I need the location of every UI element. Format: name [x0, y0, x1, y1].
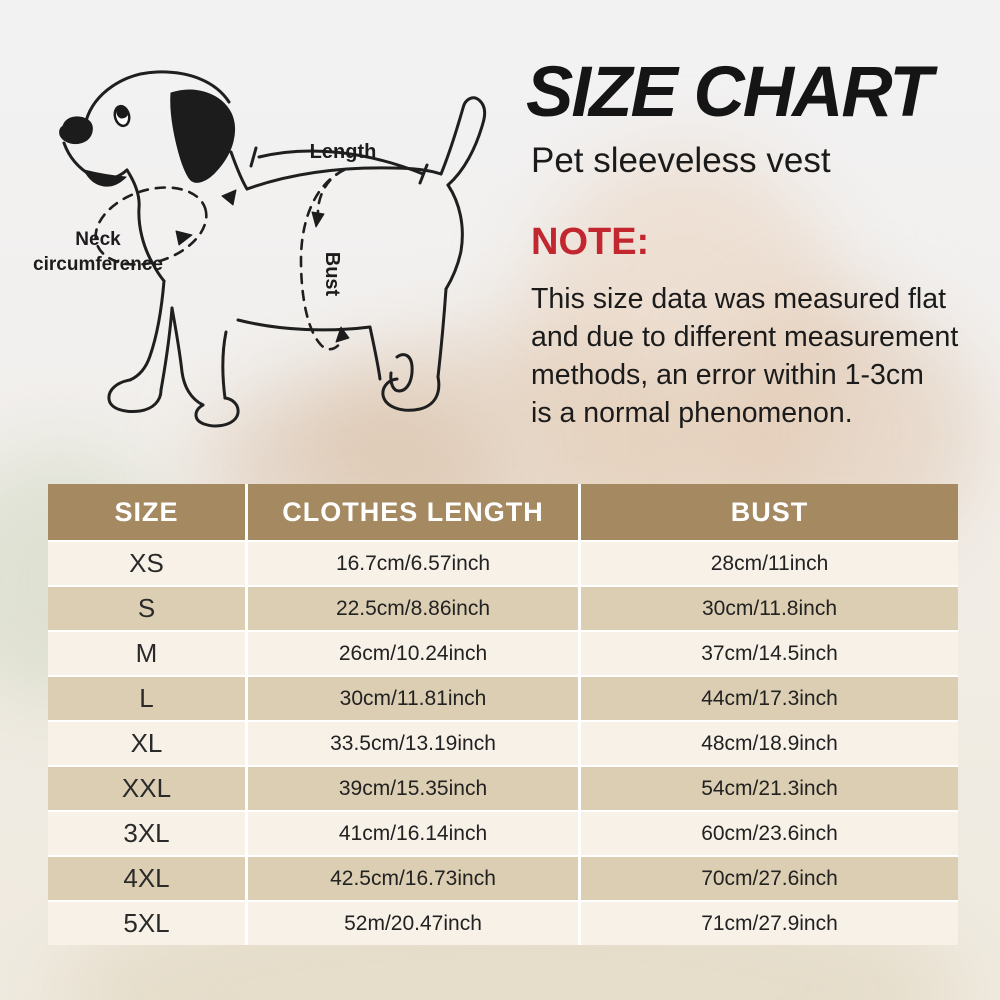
- size-value: 5XL: [123, 908, 170, 938]
- column-header-clothes-length: CLOTHES LENGTH: [245, 484, 578, 540]
- size-value: 3XL: [123, 818, 170, 848]
- table-row: [48, 855, 958, 900]
- table-row: [48, 900, 958, 945]
- note-line: methods, an error within 1-3cm: [531, 359, 924, 391]
- clothes-length-value: 30cm/11.81inch: [245, 677, 578, 720]
- column-header-size: SIZE: [114, 496, 179, 527]
- bust-value: 48cm/18.9inch: [578, 722, 958, 765]
- table-row: [48, 720, 958, 765]
- table-row: [48, 675, 958, 720]
- bust-value: 70cm/27.6inch: [578, 857, 958, 900]
- note-line: is a normal phenomenon.: [531, 397, 853, 429]
- length-label: Length: [309, 141, 377, 163]
- bust-value: 54cm/21.3inch: [578, 767, 958, 810]
- page-title: SIZE CHART: [526, 53, 931, 132]
- clothes-length-value: 52m/20.47inch: [245, 902, 578, 945]
- column-header-bust: BUST: [578, 484, 958, 540]
- clothes-length-value: 26cm/10.24inch: [245, 632, 578, 675]
- bust-label: Bust: [321, 251, 343, 297]
- table-row: [48, 585, 958, 630]
- table-header-row: [48, 484, 958, 540]
- clothes-length-value: 39cm/15.35inch: [245, 767, 578, 810]
- bust-value: 37cm/14.5inch: [578, 632, 958, 675]
- bust-value: 28cm/11inch: [578, 542, 958, 585]
- bust-value: 60cm/23.6inch: [578, 812, 958, 855]
- note-line: This size data was measured flat: [531, 283, 947, 315]
- note-heading: NOTE:: [531, 221, 650, 263]
- size-value: XL: [130, 728, 163, 758]
- bust-value: 30cm/11.8inch: [578, 587, 958, 630]
- clothes-length-value: 41cm/16.14inch: [245, 812, 578, 855]
- size-value: S: [137, 593, 156, 623]
- clothes-length-value: 33.5cm/13.19inch: [245, 722, 578, 765]
- size-value: XS: [129, 548, 164, 578]
- size-value: XXL: [121, 773, 172, 803]
- table-row: [48, 765, 958, 810]
- size-value: 4XL: [123, 863, 170, 893]
- table-row: [48, 630, 958, 675]
- table-row: [48, 540, 958, 585]
- bust-value: 44cm/17.3inch: [578, 677, 958, 720]
- clothes-length-value: 16.7cm/6.57inch: [245, 542, 578, 585]
- bust-value: 71cm/27.9inch: [578, 902, 958, 945]
- size-value: M: [135, 638, 158, 668]
- table-row: [48, 810, 958, 855]
- size-value: L: [139, 683, 154, 713]
- clothes-length-value: 42.5cm/16.73inch: [245, 857, 578, 900]
- size-chart-table: [48, 484, 958, 945]
- note-line: and due to different measurement: [531, 321, 959, 353]
- clothes-length-value: 22.5cm/8.86inch: [245, 587, 578, 630]
- neck-circumference-label: Neck circumference: [33, 229, 163, 275]
- note-body: [531, 280, 991, 432]
- page-subtitle: Pet sleeveless vest: [531, 141, 831, 180]
